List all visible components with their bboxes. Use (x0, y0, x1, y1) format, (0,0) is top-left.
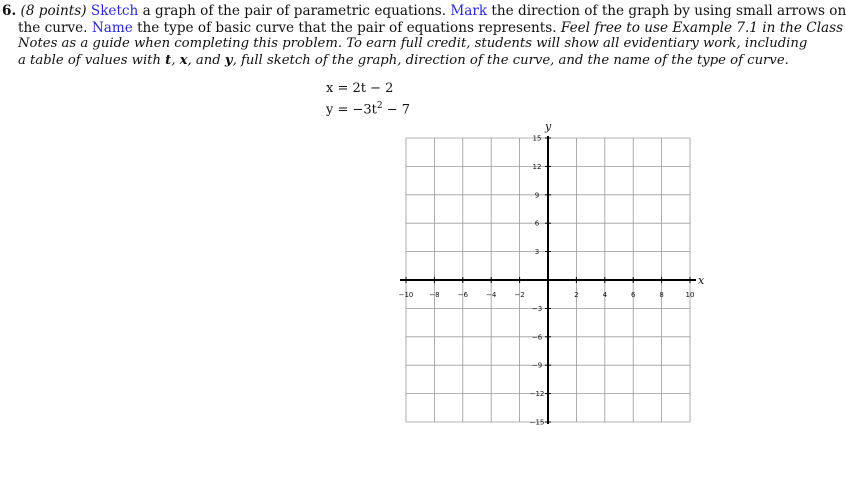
y-tick-label: 15 (532, 134, 542, 143)
x-tick-label: −4 (486, 291, 497, 299)
y-tick-label: −6 (531, 333, 543, 342)
equation-x: x = 2t − 2 (326, 81, 394, 96)
var-x: x (179, 52, 188, 68)
problem-note-3b: , full sketch of the graph, direction of the curve, and the name of the type of curve. (232, 52, 789, 68)
comma-2: , and (187, 52, 225, 68)
x-tick-label: −10 (398, 291, 414, 299)
x-tick-label: −2 (514, 291, 525, 299)
x-tick-label: −8 (429, 291, 440, 299)
y-axis-label: y (545, 120, 552, 133)
y-tick-label: −9 (531, 361, 543, 370)
problem-text-3: the curve. (18, 19, 92, 36)
x-tick-label: −6 (457, 291, 468, 299)
problem-note-1: Feel free to use Example 7.1 in the Class (560, 19, 844, 36)
instruction-mark: Mark (450, 3, 488, 19)
comma-1: , (171, 52, 180, 68)
var-y: y (224, 52, 233, 68)
y-tick-label: 3 (534, 248, 540, 257)
instruction-name: Name (91, 19, 133, 36)
var-t: t (165, 52, 172, 68)
x-tick-label: 8 (659, 291, 664, 299)
problem-text-1: a graph of the pair of parametric equations. (138, 3, 451, 19)
y-tick-label: 6 (534, 219, 540, 228)
equation-y-rhs: − 7 (382, 102, 411, 118)
problem-number: 6. (2, 3, 17, 19)
instruction-sketch: Sketch (90, 3, 139, 19)
x-tick-label: 10 (685, 291, 695, 299)
y-tick-label: 9 (534, 191, 540, 200)
y-tick-label: 12 (532, 162, 542, 171)
y-tick-label: −15 (529, 418, 545, 427)
y-tick-label: −12 (529, 390, 545, 399)
equation-y-lhs: y = −3t (326, 102, 377, 118)
x-tick-label: 6 (630, 291, 636, 299)
problem-points: (8 points) (20, 3, 87, 19)
x-tick-label: 4 (602, 291, 608, 299)
problem-text-2: the direction of the graph by using small arrows on (487, 3, 846, 19)
problem-note-2: Notes as a guide when completing this problem. To earn full credit, students will show all evidentiary work, including (18, 36, 808, 52)
equation-y-exponent: 2 (376, 101, 383, 111)
x-axis-label: x (698, 274, 705, 287)
x-tick-label: 2 (574, 291, 579, 299)
y-tick-label: −3 (531, 304, 543, 313)
problem-text-4: the type of basic curve that the pair of equations represents. (132, 19, 561, 36)
problem-note-3a: a table of values with (18, 52, 166, 68)
